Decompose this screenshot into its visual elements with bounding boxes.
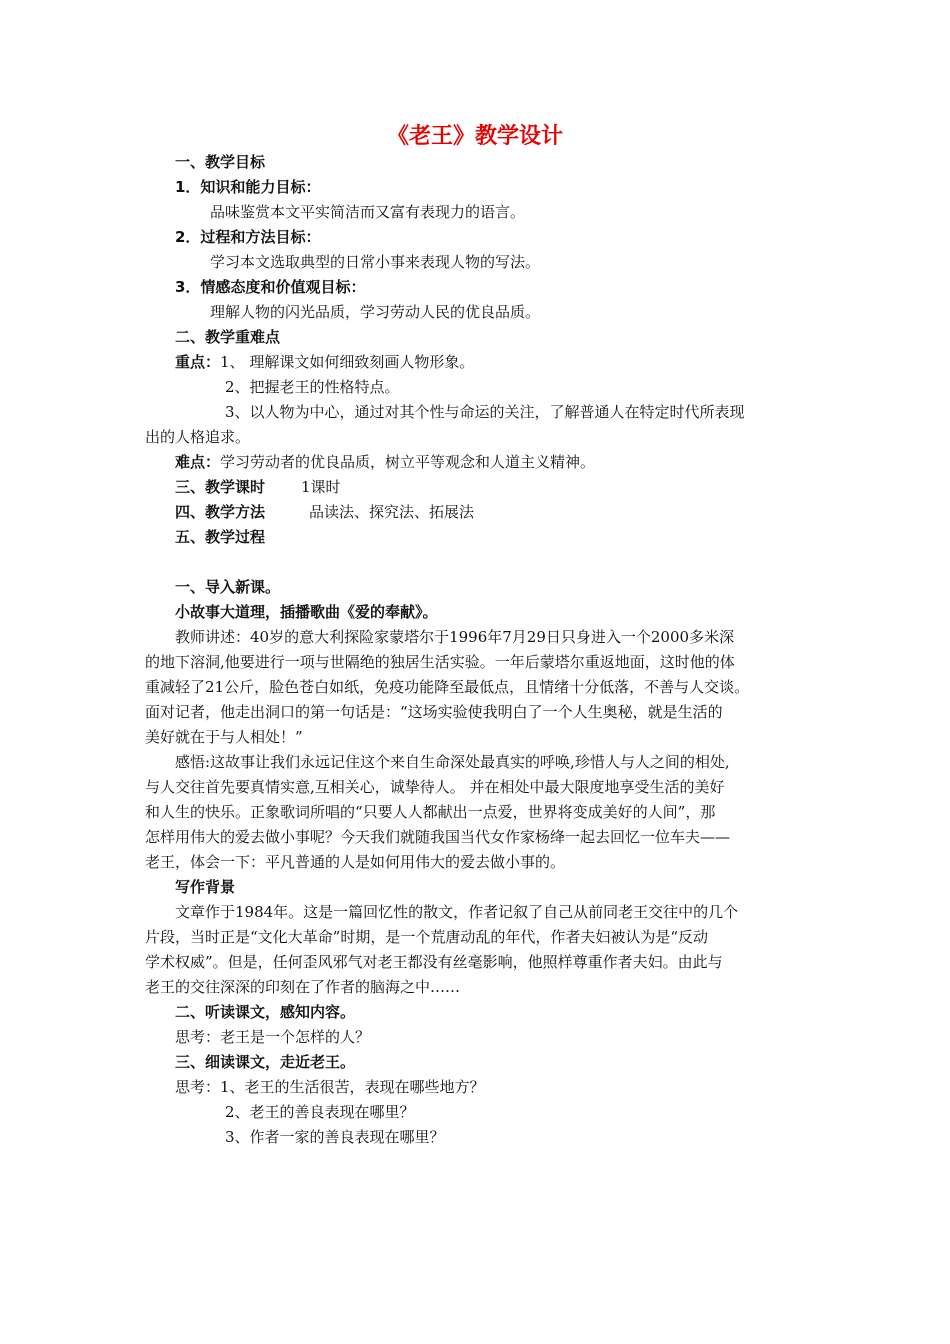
- story-line-4: 面对记者，他走出洞口的第一句话是：“这场实验使我明白了一个人生奥秘，就是生活的: [145, 703, 723, 721]
- read-question-2: 2、老王的善良表现在哪里？: [225, 1103, 415, 1121]
- reflection-line-4: 怎样用伟大的爱去做小事呢？今天我们就随我国当代女作家杨绛一起去回忆一位车夫——: [145, 828, 731, 846]
- section-heading-objectives: 一、教学目标: [175, 153, 266, 171]
- document-title: 《老王》教学设计: [386, 124, 563, 149]
- difficulty-text: 学习劳动者的优良品质，树立平等观念和人道主义精神。: [220, 453, 596, 471]
- step-subheading-intro: 小故事大道理，插播歌曲《爱的奉献》。: [175, 603, 438, 621]
- key-point-1-text: 1、 理解课文如何细致刻画人物形象。: [220, 353, 475, 371]
- story-line-2: 的地下溶洞,他要进行一项与世隔绝的独居生活实验。一年后蒙塔尔重返地面，这时他的体: [145, 653, 735, 671]
- step-heading-read: 三、细读课文，走近老王。: [175, 1053, 356, 1071]
- story-line-1: 教师讲述：40岁的意大利探险家蒙塔尔于1996年7月29日只身进入一个2000多米深: [175, 628, 735, 646]
- read-question-3: 3、作者一家的善良表现在哪里？: [225, 1128, 445, 1146]
- background-heading: 写作背景: [175, 878, 236, 896]
- methods-heading: 四、教学方法: [175, 503, 266, 521]
- methods-value: 品读法、探究法、拓展法: [309, 503, 475, 521]
- key-point-3: 3、以人物为中心，通过对其个性与命运的关注，了解普通人在特定时代所表现: [225, 403, 745, 421]
- class-hours-value: 1课时: [301, 478, 341, 496]
- section-heading-keypoints: 二、教学重难点: [175, 328, 281, 346]
- read-question-1: 思考：1、老王的生活很苦，表现在哪些地方？: [175, 1078, 485, 1096]
- story-line-5: 美好就在于与人相处！”: [145, 728, 303, 746]
- background-line-1: 文章作于1984年。这是一篇回忆性的散文，作者记叙了自己从前同老王交往中的几个: [175, 903, 739, 921]
- reflection-line-2: 与人交往首先要真情实意,互相关心，诚挚待人。 并在相处中最大限度地享受生活的美好: [145, 778, 725, 796]
- goal-heading-emotion: 3．情感态度和价值观目标：: [175, 278, 366, 296]
- step-heading-intro: 一、导入新课。: [175, 578, 281, 596]
- step-heading-listen: 二、听读课文，感知内容。: [175, 1003, 356, 1021]
- reflection-line-3: 和人生的快乐。正象歌词所唱的“只要人人都献出一点爱，世界将变成美好的人间”，那: [145, 803, 716, 821]
- difficulty-label: 难点：: [175, 453, 221, 471]
- key-point-2: 2、把握老王的性格特点。: [225, 378, 400, 396]
- key-point-1: [175, 351, 474, 373]
- key-point-3-cont: 出的人格追求。: [145, 428, 251, 446]
- reflection-line-5: 老王，体会一下：平凡普通的人是如何用伟大的爱去做小事的。: [145, 853, 566, 871]
- background-line-4: 老王的交往深深的印刻在了作者的脑海之中……: [145, 978, 461, 996]
- key-label: 重点：: [175, 353, 221, 371]
- section-heading-process: 五、教学过程: [175, 528, 266, 546]
- reflection-line-1: 感悟:这故事让我们永远记住这个来自生命深处最真实的呼唤,珍惜人与人之间的相处,: [175, 753, 730, 771]
- goal-text-knowledge: 品味鉴赏本文平实简洁而又富有表现力的语言。: [210, 203, 526, 221]
- background-line-2: 片段，当时正是“文化大革命”时期，是一个荒唐动乱的年代，作者夫妇被认为是“反动: [145, 928, 709, 946]
- goal-heading-knowledge: 1．知识和能力目标：: [175, 178, 321, 196]
- listen-question: 思考：老王是一个怎样的人？: [175, 1028, 371, 1046]
- difficulty-point: [175, 451, 595, 473]
- section-methods: [175, 501, 474, 523]
- class-hours-heading: 三、教学课时: [175, 478, 266, 496]
- section-class-hours: [175, 476, 341, 498]
- story-line-3: 重减轻了21公斤，脸色苍白如纸，免疫功能降至最低点，且情绪十分低落，不善与人交谈。: [145, 678, 750, 696]
- goal-heading-process: 2．过程和方法目标：: [175, 228, 321, 246]
- goal-text-process: 学习本文选取典型的日常小事来表现人物的写法。: [210, 253, 541, 271]
- goal-text-emotion: 理解人物的闪光品质，学习劳动人民的优良品质。: [210, 303, 541, 321]
- background-line-3: 学术权威”。但是，任何歪风邪气对老王都没有丝毫影响，他照样尊重作者夫妇。由此与: [145, 953, 723, 971]
